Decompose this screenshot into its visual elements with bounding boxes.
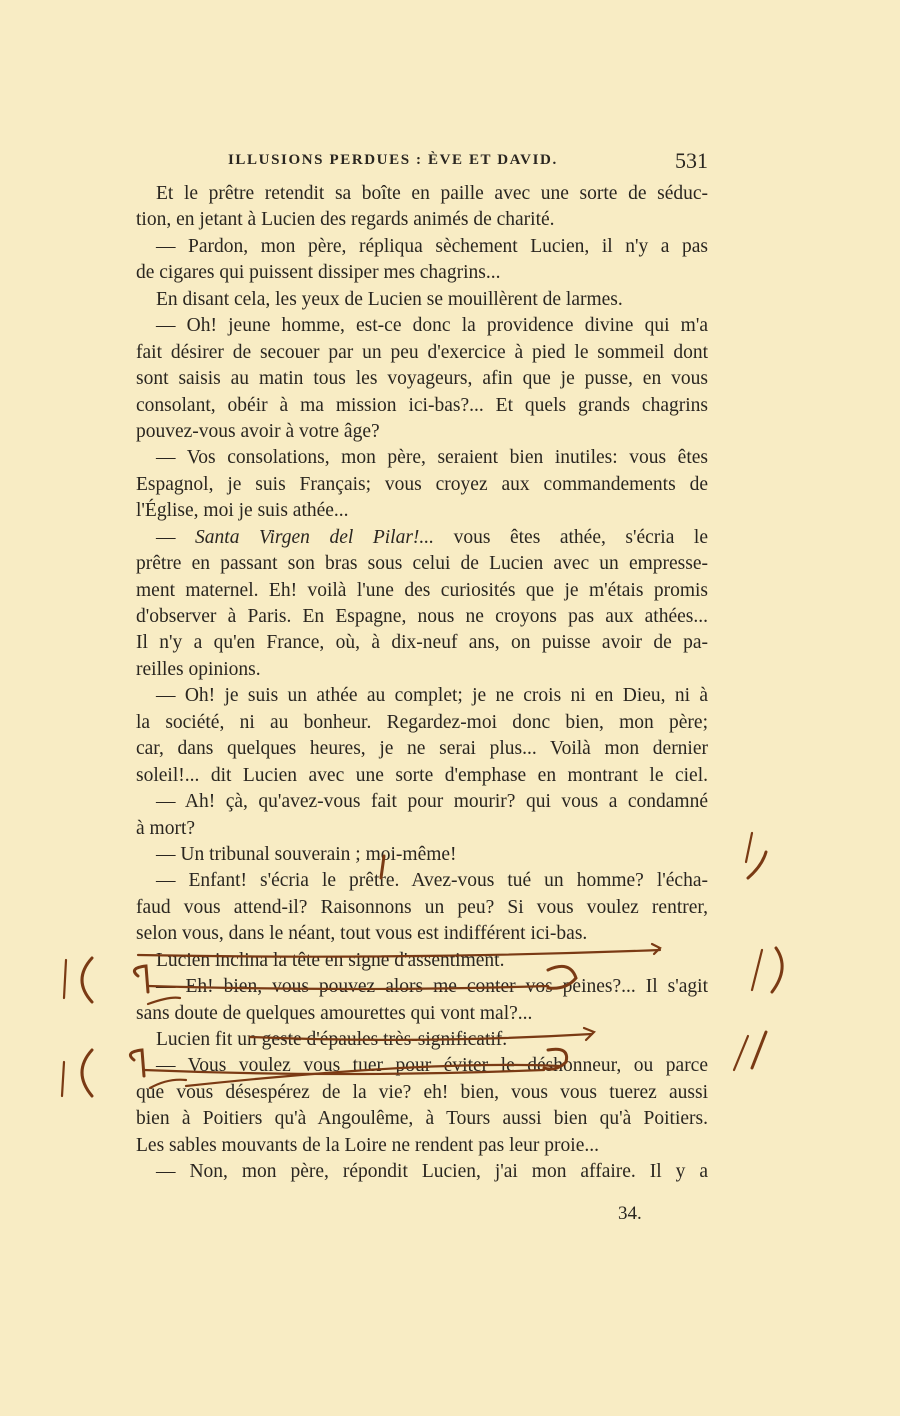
text-line: — Enfant! s'écria le prêtre. Avez-vous tué un homme? l'écha- [156, 870, 708, 892]
margin-mark-slash-3 [752, 1032, 766, 1068]
text-line: pouvez-vous avoir à votre âge? [136, 420, 380, 442]
signature-mark: 34. [618, 1203, 642, 1224]
margin-mark-slash-1 [746, 833, 752, 862]
text-line: tion, en jetant à Lucien des regards animés de charité. [136, 209, 555, 231]
text-line: — Pardon, mon père, répliqua sèchement Lucien, il n'y a pas [156, 235, 708, 257]
body-text [136, 181, 708, 1186]
text-line: de cigares qui puissent dissiper mes chagrins... [136, 262, 501, 284]
text-line: selon vous, dans le néant, tout vous est indifférent ici-bas. [136, 923, 588, 945]
margin-mark-paren-l1 [82, 958, 92, 1002]
text-line: — Non, mon père, répondit Lucien, j'ai mon affaire. Il y a [156, 1161, 708, 1183]
text-line: ment maternel. Eh! voilà l'une des curiosités que je m'étais promis [136, 579, 708, 601]
margin-mark-slash-2 [734, 1036, 748, 1070]
text-line: car, dans quelques heures, je ne serai plus... Voilà mon dernier [136, 738, 708, 760]
text-line: d'observer à Paris. En Espagne, nous ne croyons pas aux athées... [136, 606, 708, 627]
text-line: Les sables mouvants de la Loire ne rendent pas leur proie... [136, 1134, 599, 1156]
text-line: la société, ni au bonheur. Regardez-moi donc bien, mon père; [136, 711, 708, 733]
text-line: Il n'y a qu'en France, où, à dix-neuf ans, on puisse avoir de pa- [136, 632, 708, 654]
text-line: prêtre en passant son bras sous celui de Lucien avec un empresse- [136, 553, 708, 575]
text-line: — Un tribunal souverain ; moi-même! [156, 843, 457, 865]
text-line: sans doute de quelques amourettes qui vont mal?... [136, 1002, 533, 1024]
text-line: — Oh! jeune homme, est-ce donc la providence divine qui m'a [156, 315, 708, 337]
margin-mark-bar-l1 [64, 960, 66, 998]
page-header [228, 148, 708, 176]
text-line: sont saisis au matin tous les voyageurs, afin que je pusse, en vous [136, 368, 708, 390]
text-line: — Oh! je suis un athée au complet; je ne crois ni en Dieu, ni à [156, 685, 708, 707]
italic-phrase: Santa Virgen del Pilar!... [195, 526, 435, 548]
text-line: reilles opinions. [136, 658, 261, 680]
margin-mark-bar-l2 [62, 1062, 64, 1096]
running-title: ILLUSIONS PERDUES : ÈVE ET DAVID. [228, 152, 558, 168]
text-line: soleil!... dit Lucien avec une sorte d'emphase en montrant le ciel. [136, 764, 708, 786]
text-line: — Vos consolations, mon père, seraient bien inutiles: vous êtes [156, 447, 708, 469]
text-line: Et le prêtre retendit sa boîte en paille avec une sorte de séduc- [156, 183, 708, 204]
text-line: l'Église, moi je suis athée... [136, 500, 349, 522]
margin-mark-paren-open-r1 [752, 950, 762, 990]
page-number: 531 [675, 148, 708, 173]
text-line: que vous désespérez de la vie? eh! bien, vous vous tuerez aussi [136, 1081, 708, 1103]
text-line: Espagnol, je suis Français; vous croyez aux commandements de [136, 473, 708, 495]
text-line: à mort? [136, 817, 196, 839]
text-line: — Vous voulez vous tuer pour éviter le déshonneur, ou parce [156, 1055, 708, 1077]
text-line: — Santa Virgen del Pilar!... vous êtes athée, s'écria le [156, 526, 708, 548]
margin-mark-curve-1 [748, 852, 766, 878]
text-line: consolant, obéir à ma mission ici-bas?... Et quels grands chagrins [136, 394, 708, 416]
text-line: fait désirer de secouer par un peu d'exercice à pied le sommeil dont [136, 341, 708, 363]
text-line: En disant cela, les yeux de Lucien se mouillèrent de larmes. [156, 288, 623, 310]
text-line: bien à Poitiers qu'à Angoulême, à Tours aussi bien qu'à Poitiers. [136, 1108, 708, 1130]
text-line: faud vous attend-il? Raisonnons un peu? Si vous voulez rentrer, [136, 896, 708, 918]
text-line: — Ah! çà, qu'avez-vous fait pour mourir? qui vous a condamné [156, 791, 708, 813]
text-line: Lucien inclina la tête en signe d'assentiment. [156, 949, 505, 971]
margin-mark-paren-close-r1 [772, 948, 782, 992]
text-line: Lucien fit un geste d'épaules très-significatif. [156, 1029, 508, 1050]
text-line: — Eh! bien, vous pouvez alors me conter vos peines?... Il s'agit [156, 976, 708, 998]
margin-mark-paren-l2 [82, 1050, 92, 1096]
